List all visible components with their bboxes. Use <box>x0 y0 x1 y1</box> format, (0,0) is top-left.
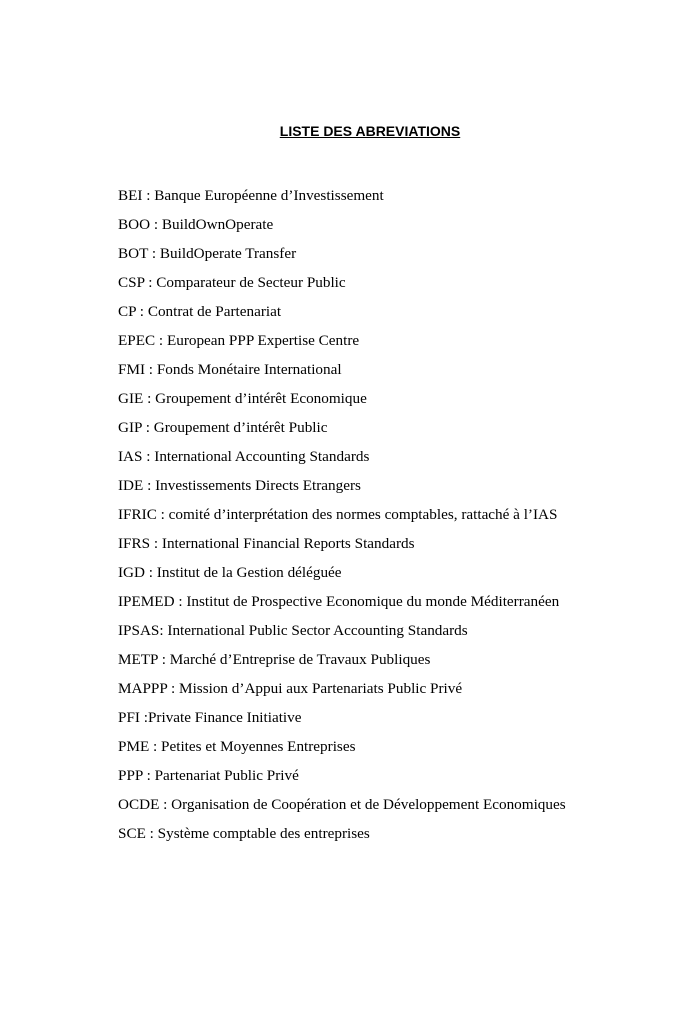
list-item: PME : Petites et Moyennes Entreprises <box>118 738 356 755</box>
list-item: BEI : Banque Européenne d’Investissement <box>118 187 384 204</box>
list-item: IFRS : International Financial Reports Standards <box>118 535 415 552</box>
abbreviation-list <box>118 181 566 848</box>
list-item: FMI : Fonds Monétaire International <box>118 361 342 378</box>
list-item: CP : Contrat de Partenariat <box>118 303 282 320</box>
list-item: BOO : BuildOwnOperate <box>118 216 274 233</box>
list-item: IAS : International Accounting Standards <box>118 448 370 465</box>
list-item: IGD : Institut de la Gestion déléguée <box>118 564 342 581</box>
list-item: OCDE : Organisation de Coopération et de Développement Economiques <box>118 796 566 813</box>
list-item: GIP : Groupement d’intérêt Public <box>118 419 328 436</box>
list-item: CSP : Comparateur de Secteur Public <box>118 274 346 291</box>
list-item: GIE : Groupement d’intérêt Economique <box>118 390 367 407</box>
list-item: MAPPP : Mission d’Appui aux Partenariats Public Privé <box>118 680 463 697</box>
list-item: IPEMED : Institut de Prospective Economique du monde Méditerranéen <box>118 593 560 610</box>
list-item: IDE : Investissements Directs Etrangers <box>118 477 361 494</box>
list-item: PFI :Private Finance Initiative <box>118 709 302 726</box>
list-item: IFRIC : comité d’interprétation des normes comptables, rattaché à l’IAS <box>118 506 558 523</box>
list-item: SCE : Système comptable des entreprises <box>118 825 370 842</box>
list-item: EPEC : European PPP Expertise Centre <box>118 332 360 349</box>
list-item: PPP : Partenariat Public Privé <box>118 767 299 784</box>
list-item: IPSAS: International Public Sector Accounting Standards <box>118 622 468 639</box>
page-title: LISTE DES ABREVIATIONS <box>279 123 461 139</box>
list-item: BOT : BuildOperate Transfer <box>118 245 297 262</box>
list-item: METP : Marché d’Entreprise de Travaux Publiques <box>118 651 431 668</box>
